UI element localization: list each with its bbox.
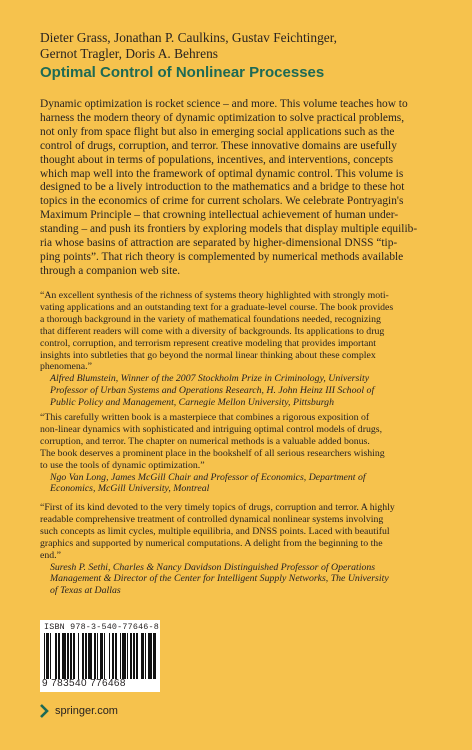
description-line: harness the modern theory of dynamic optimization to solve practical problems,: [40, 111, 405, 124]
description-line: through a companion web site.: [40, 264, 181, 277]
barcode-bar: [85, 633, 87, 679]
barcode-bar: [78, 633, 79, 679]
description-line: Maximum Principle – that crowning intellectual achievement of human under-: [40, 209, 399, 222]
barcode-bar: [130, 633, 131, 679]
description-line: topics in the economics of crime for current scholars. We celebrate Pontryagin's: [40, 195, 404, 208]
quote-attribution-line: Professor of Urban Systems and Operations Research, H. John Heinz III School of: [50, 385, 375, 397]
isbn-barcode: [40, 620, 160, 692]
description-line: designed to be a lively introduction to the mathematics and a bridge to these hot: [40, 181, 405, 194]
quote-attribution-line: of Texas at Dallas: [50, 585, 121, 597]
barcode-bar: [94, 633, 95, 679]
springer-logo: [40, 704, 118, 718]
isbn-label: ISBN 978-3-540-77646-8: [44, 622, 159, 632]
barcode-bar: [88, 633, 92, 679]
quote-line: corruption, and terror. The chapter on numerical methods is a valuable added bonus.: [40, 435, 370, 447]
barcode-bar: [115, 633, 117, 679]
barcode-bar: [67, 633, 69, 679]
barcode-bar: [127, 633, 128, 679]
barcode-bar: [145, 633, 146, 679]
quote-line: The book deserves a prominent place in the bookshelf of all serious researchers wishing: [40, 447, 385, 459]
quote-attribution-line: Suresh P. Sethi, Charles & Nancy Davidson Distinguished Professor of Operations: [50, 561, 376, 573]
barcode-bar: [153, 633, 155, 679]
author-list: [40, 30, 440, 62]
barcode-bar: [122, 633, 126, 679]
description-line: control of drugs, corruption, and terror. These innovative domains are usefully: [40, 139, 397, 152]
barcode-bar: [120, 633, 121, 679]
barcode-bar: [55, 633, 57, 679]
author-line: Gernot Tragler, Doris A. Behrens: [40, 46, 218, 61]
quote-line: a thorough background in the variety of mathematical foundations needed, recognizing: [40, 313, 381, 325]
quote-line: “An excellent synthesis of the richness of systems theory highlighted with strongly moti-: [40, 290, 389, 301]
barcode-bar: [46, 633, 48, 679]
book-title: Optimal Control of Nonlinear Processes: [40, 64, 325, 81]
quote-line: graphics and supported by numerical computations. A delight from the beginning to the: [40, 537, 383, 549]
barcode-number: 9 783540 776468: [42, 678, 126, 689]
quote-line: such concepts as limit cycles, multiple equilibria, and DNSS points. Laced with beautiful: [40, 525, 390, 537]
book-description: [40, 98, 452, 279]
quote-attribution-line: Alfred Blumstein, Winner of the 2007 Stockholm Prize in Criminology, University: [50, 373, 370, 385]
barcode-bar: [82, 633, 83, 679]
quote-attribution-line: Ngo Van Long, James McGill Chair and Professor of Economics, Department of: [50, 471, 366, 483]
barcode-bar: [97, 633, 98, 679]
barcode-bar: [104, 633, 105, 679]
barcode-bar: [62, 633, 66, 679]
description-line: standing – and push its frontiers by exploring models that display multiple equilib-: [40, 223, 418, 236]
barcode-bar: [44, 633, 45, 679]
quote-line: phenomena.”: [40, 361, 92, 373]
quote-line: readable comprehensive treatment of controlled dynamical nonlinear systems involving: [40, 513, 384, 525]
barcode-bar: [50, 633, 51, 679]
chevron-right-icon: [40, 704, 49, 718]
description-line: which map well into the framework of optimal dynamic control. This volume is: [40, 167, 404, 180]
quote-line: that different readers will come with a diversity of backgrounds. Its applications to drug: [40, 325, 385, 337]
review-quote-long: [40, 412, 452, 495]
description-line: not only from space flight but also in emerging social applications such as the: [40, 125, 395, 138]
barcode-bar: [133, 633, 135, 679]
quote-attribution-line: Economics, McGill University, Montreal: [50, 483, 210, 495]
quote-line: “This carefully written book is a masterpiece that combines a rigorous exposition of: [40, 412, 370, 423]
quote-line: non-linear dynamics with sophisticated and intriguing optimal control models of drugs,: [40, 423, 383, 435]
quote-line: to use the tools of dynamic optimization.”: [40, 459, 205, 471]
quote-attribution-line: Management & Director of the Center for Intelligent Supply Networks, The University: [50, 573, 389, 585]
description-line: ping points”. That rich theory is complemented by numerical methods available: [40, 250, 404, 263]
publisher-url: springer.com: [55, 705, 118, 717]
quote-line: control, corruption, and terrorism represent creative modeling that provides important: [40, 337, 376, 349]
barcode-bar: [136, 633, 137, 679]
description-line: ria whose basins of attraction are separated by higher-dimensional DNSS “tip-: [40, 237, 398, 250]
quote-line: end.”: [40, 549, 61, 561]
quote-line: insights into subtleties that go beyond the normal linear thinking about these complex: [40, 349, 376, 361]
barcode-bars: [44, 633, 156, 679]
barcode-bar: [73, 633, 75, 679]
barcode-bar: [141, 633, 143, 679]
barcode-bar: [148, 633, 152, 679]
barcode-bar: [109, 633, 110, 679]
barcode-bar: [70, 633, 71, 679]
review-quote-blumstein: [40, 290, 452, 409]
quote-attribution-line: Public Policy and Management, Carnegie Mellon University, Pittsburgh: [50, 397, 334, 409]
description-line: Dynamic optimization is rocket science – and more. This volume teaches how to: [40, 98, 408, 110]
barcode-bar: [112, 633, 113, 679]
quote-line: vating applications and an outstanding text for a graduate-level course. The book provides: [40, 301, 394, 313]
author-line: Dieter Grass, Jonathan P. Caulkins, Gustav Feichtinger,: [40, 30, 337, 45]
barcode-bar: [58, 633, 59, 679]
description-line: thought about in terms of populations, incentives, and interventions, concepts: [40, 153, 394, 166]
review-quote-sethi: [40, 502, 452, 597]
barcode-bar: [100, 633, 102, 679]
quote-line: “First of its kind devoted to the very timely topics of drugs, corruption and terror. A highly: [40, 502, 395, 513]
